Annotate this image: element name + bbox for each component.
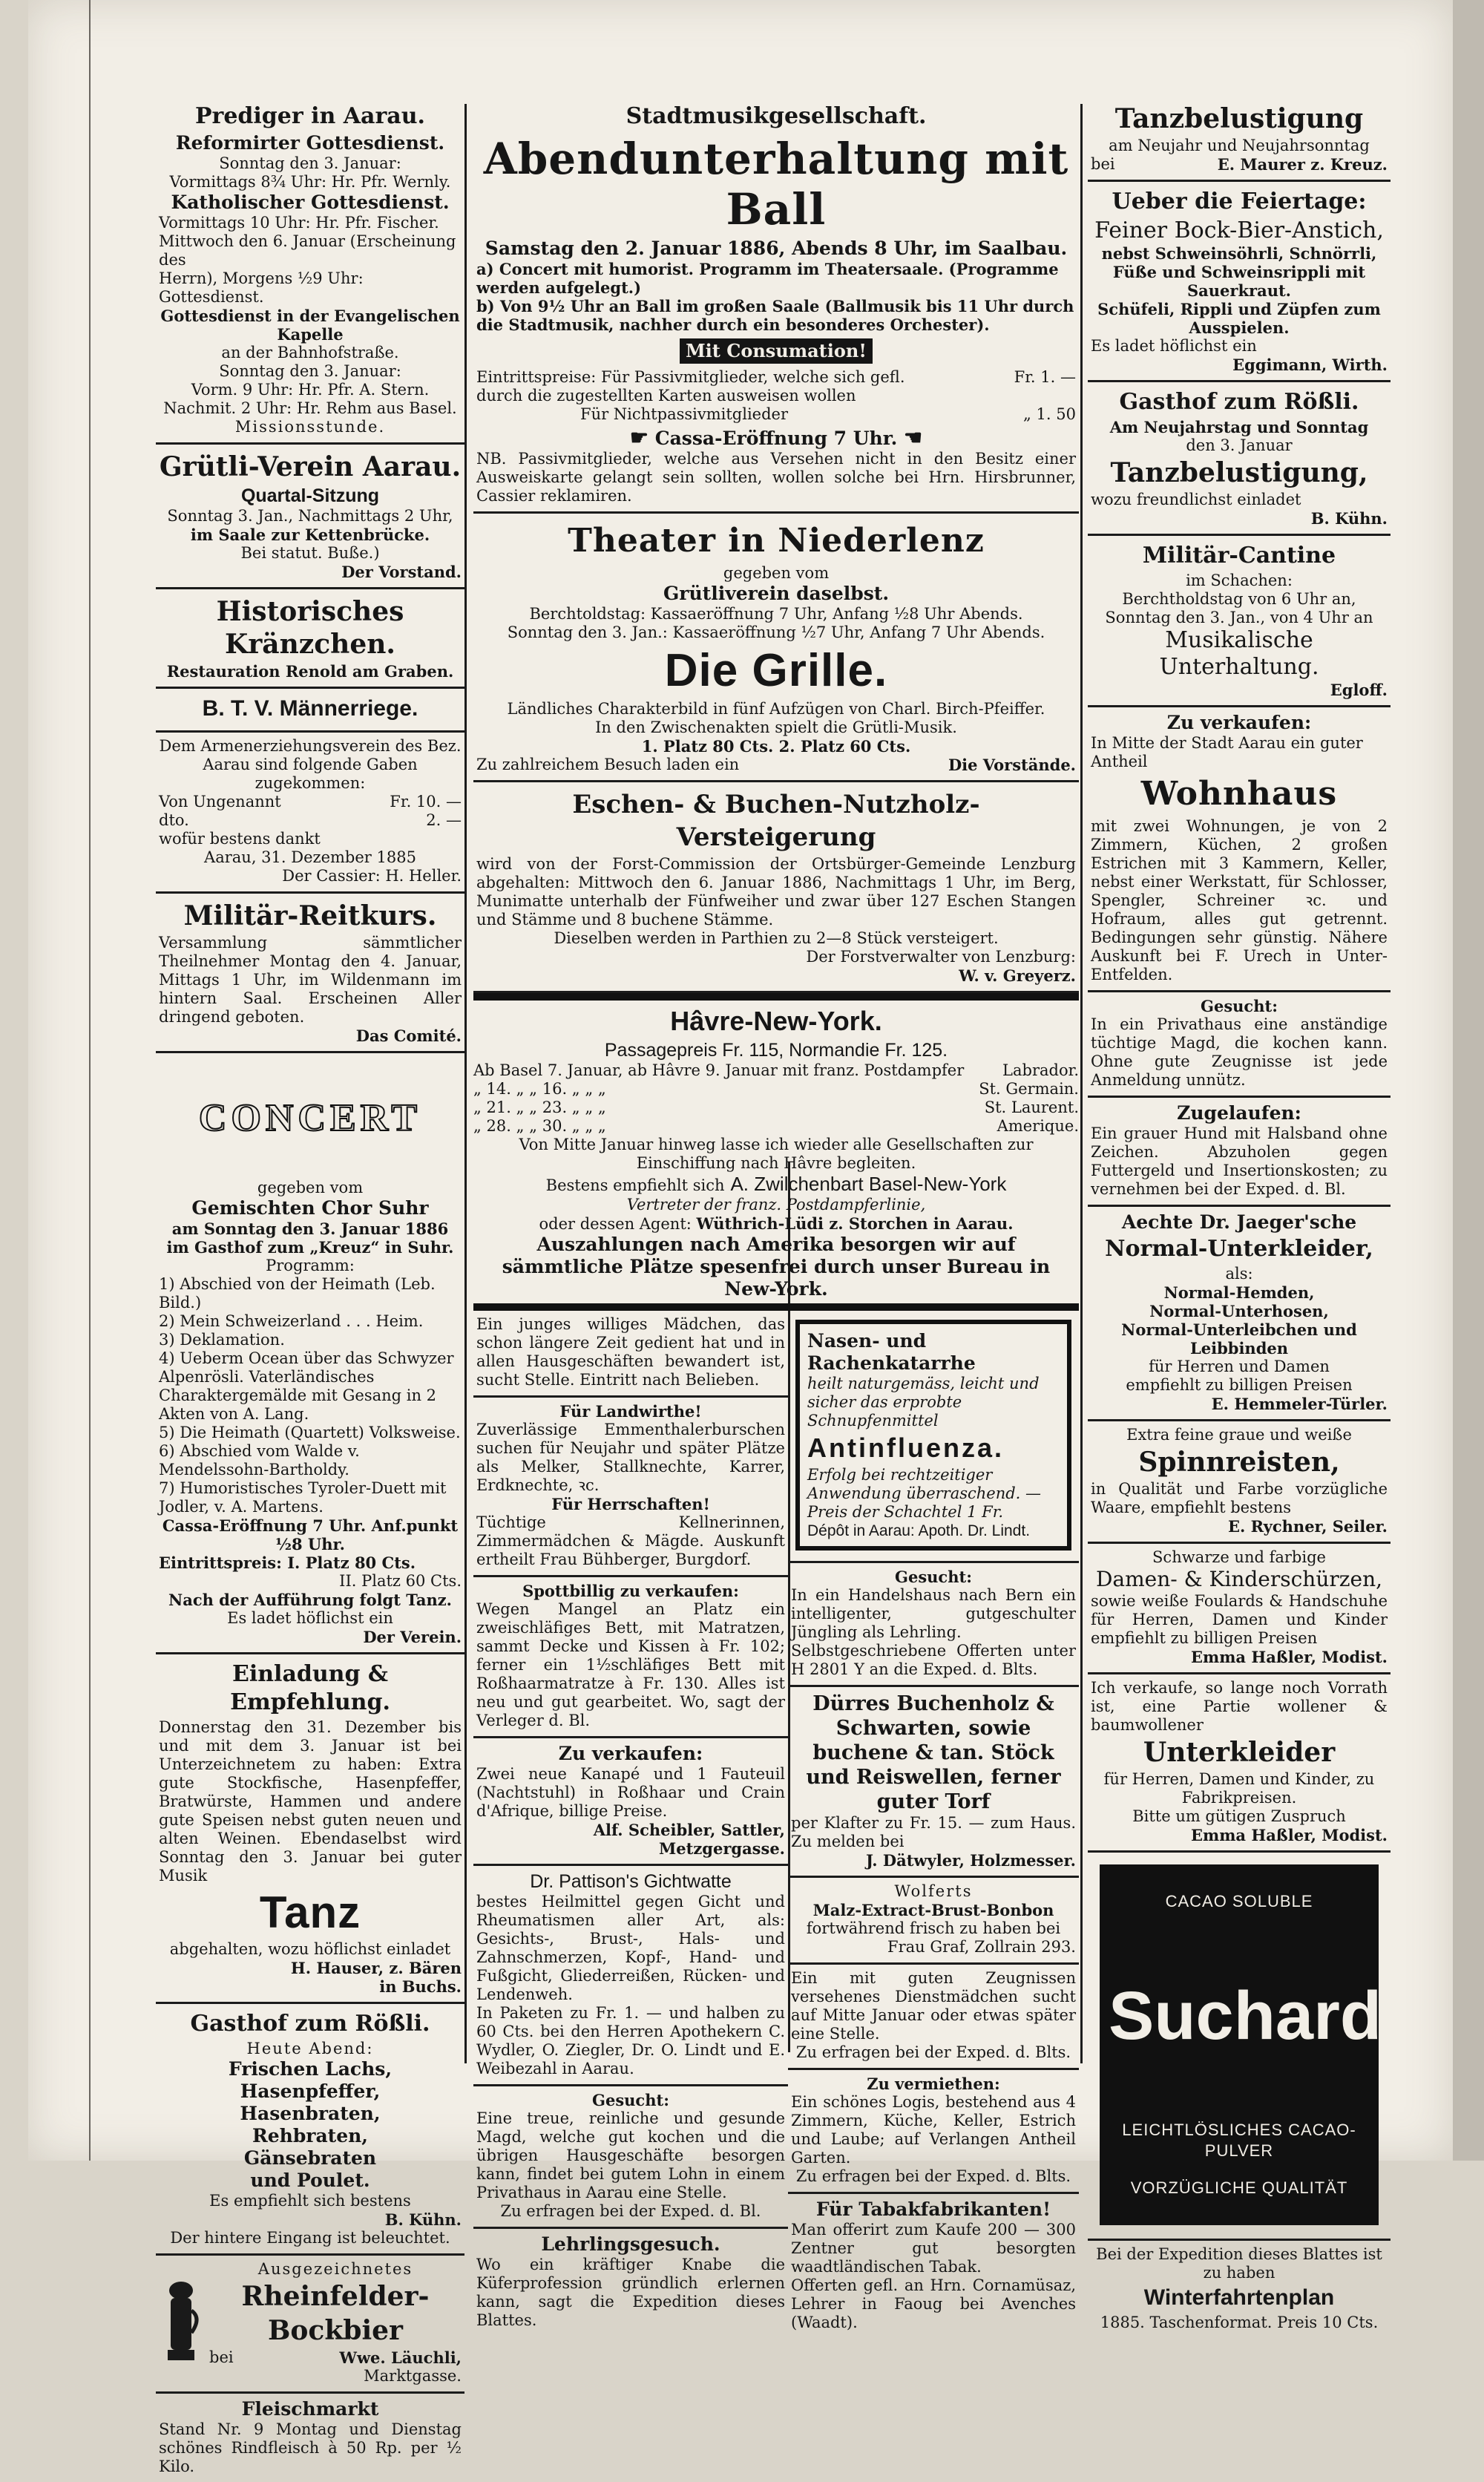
ad-headline: Tanz [259,1887,361,1937]
table-row [473,1117,1079,1136]
ad-line: Zu zahlreichem Besuch laden ein [476,756,740,773]
price-label: Für Nichtpassivmitglieder [580,405,789,423]
ad-handelshaus [788,1563,1079,1687]
ad-title: Einladung & Empfehlung. [230,1661,390,1715]
suchard-line: CACAO SOLUBLE [1165,1892,1313,1910]
ad-line: Sonntag den 3. Jan., von 4 Uhr an [1105,609,1373,626]
ad-signature: B. Kühn. [1310,509,1388,528]
ad-signature: W. v. Greyerz. [959,966,1076,985]
ad-line: am Sonntag den 3. Januar 1886 [171,1219,449,1238]
ad-line: Gemischten Chor Suhr [191,1197,429,1219]
ad-body: Zuverlässige Emmenthalerburschen suchen für Neujahr und später Plätze als Melker, Stallknechte, Karrer, Erdknechte, ꝛc. [476,1421,785,1494]
page-edge-line [89,0,91,2161]
ad-signature: J. Dätwyler, Holzmesser. [865,1851,1076,1870]
ad-body: Ein mit guten Zeugnissen versehenes Dienstmädchen sucht auf Mitte Januar oder etwas später eine Stelle. [791,1969,1076,2043]
ad-body: Ich verkaufe, so lange noch Vorrath ist, eine Partie wollener & baumwollener [1091,1679,1388,1734]
ad-body: Ein grauer Hund mit Halsband ohne Zeichen. Abzuholen gegen Futtergeld und Insertionskosten; zu vernehmen bei der Exped. d. Bl. [1091,1124,1388,1198]
ad-antinfluenza [788,1311,1079,1563]
ad-line: Bitte um gütigen Zuspruch [1132,1807,1346,1825]
ad-line: Am Neujahrstag und Sonntag [1109,418,1369,436]
ad-line: Vorm. 9 Uhr: Hr. Pfr. A. Stern. [191,381,430,399]
ad-line: im Schachen: [1186,572,1293,589]
column-right [1088,96,1391,2331]
table-cell: „ 21. „ „ 23. „ „ „ [473,1098,606,1116]
ad-title: Theater in Niederlenz [568,522,985,560]
ad-line: abgehalten, wozu höflichst einladet [169,1940,451,1958]
ad-line: Zu erfragen bei der Exped. d. Blts. [795,2043,1071,2061]
ad-title: Militär-Cantine [1142,543,1336,569]
ad-line: Aarau, 31. Dezember 1885 [204,848,416,866]
table-cell: St. Laurent. [984,1098,1079,1116]
ad-title: Malz-Extract-Brust-Bonbon [812,1901,1054,1919]
ad-fahrplan [1088,2241,1391,2338]
ad-signature: H. Hauser, z. Bären [290,1959,462,1977]
ad-theater [473,514,1079,782]
ad-title: Normal-Unterkleider, [1105,1236,1373,1262]
list-item: 3) Deklamation. [159,1331,285,1349]
ad-pattison [473,1866,788,2086]
ad-logis [788,2070,1079,2194]
ad-title: Wohnhaus [1140,775,1338,813]
table-cell: „ 28. „ „ 30. „ „ „ [473,1117,606,1135]
ad-title: CONCERT [198,1097,422,1139]
ad-buchenholz [788,1687,1079,1878]
ad-body: Offerten gefl. an Hrn. Cornamüsaz, Lehrer in Faoug bei Avenches (Waadt). [791,2276,1076,2331]
ad-title: Stadtmusikgesellschaft. [626,103,927,129]
ad-bett [473,1577,788,1738]
table-row [473,1061,1079,1080]
table-cell: St. Germain. [979,1080,1079,1098]
ad-line: Vormittags 8¾ Uhr: Hr. Pfr. Wernly. [169,173,451,191]
gift-value: 2. — [426,811,462,829]
ad-body: In Paketen zu Fr. 1. — und halben zu 60 Cts. bei den Herren Apothekern C. Wydler, O. Ziegler, Dr. O. Lindt und E. Weibezahl in Aarau. [476,2004,785,2077]
column-left [156,96,464,2475]
ad-tanzbelustigung [1088,96,1391,182]
ad-signature: Egloff. [1330,681,1388,699]
ad-line: Nachmit. 2 Uhr: Hr. Rehm aus Basel. [163,399,457,417]
ad-line: Ausgezeichnetes [257,2260,413,2278]
ad-subhead: Quartal-Sitzung [240,485,380,506]
program-list [159,1275,462,1516]
page-edge-right [1453,0,1484,2161]
ad-gruetli [156,445,464,589]
ad-line: Herrn), Morgens ½9 Uhr: Gottesdienst. [159,269,364,306]
ad-einladung [156,1654,464,2004]
ad-line: 1. Platz 80 Cts. 2. Platz 60 Cts. [641,737,911,756]
ad-line: gegeben vom [723,564,830,582]
list-item: Frischen Lachs, [228,2058,393,2080]
ad-line: Restauration Renold am Graben. [166,662,454,681]
ad-line: Sonntag 3. Jan., Nachmittags 2 Uhr, [167,507,453,525]
ad-reitkurs [156,894,464,1053]
ad-title: Unterkleider [1143,1737,1336,1768]
beer-mug-icon [159,2277,203,2369]
price-value: „ 1. 50 [1023,405,1076,423]
ad-line: Sonntag den 3. Jan.: Kassaeröffnung ½7 Uhr, Anfang 7 Uhr Abends. [507,623,1045,641]
ad-line: Auszahlungen nach Amerika besorgen wir auf sämmtliche Plätze spesenfrei durch unser Bureau in New-York. [502,1234,1051,1300]
ad-line: Samstag den 2. Januar 1886, Abends 8 Uhr, im Saalbau. [485,238,1068,259]
ad-line: fortwährend frisch zu haben bei [806,1919,1061,1937]
ad-signature: B. Kühn. [384,2210,462,2229]
ad-line: Erfolg bei rechtzeitiger Anwendung überraschend. — Preis der Schachtel 1 Fr. [807,1466,1042,1521]
ad-feiertage [1088,182,1391,382]
ad-subhead: Zu vermiethen: [867,2075,1000,2093]
ad-line: Ländliches Charakterbild in fünf Aufzügen von Charl. Birch-Pfeiffer. [507,700,1045,718]
list-item: Hasenbraten, [240,2103,381,2124]
classifieds-left [473,1311,788,2338]
suchard-line: LEICHTLÖSLICHES CACAO-PULVER [1122,2121,1356,2160]
ad-signature: Frau Graf, Zollrain 293. [887,1938,1076,1956]
ad-line: Der Forstverwalter von Lenzburg: [806,948,1076,966]
ad-title: Dr. Pattison's Gichtwatte [530,1871,732,1892]
list-item: Normal-Hemden, [1163,1283,1315,1302]
ad-title: Spinnreisten, [1138,1447,1340,1478]
ad-subhead: Zu verkaufen: [558,1743,703,1764]
ad-line: Es ladet höflichst ein [1091,337,1257,355]
ad-subhead: Gesucht: [592,2091,669,2109]
ad-line: Dieselben werden in Parthien zu 2—8 Stück versteigert. [554,929,999,947]
ad-line: a) Concert mit humorist. Programm im Theatersaale. (Programme werden aufgelegt.) [476,260,1059,297]
pointing-hand-icon: ☚ [904,425,923,450]
ad-line: Bei der Expedition dieses Blattes ist zu haben [1096,2245,1382,2282]
ad-title: Antinfluenza. [807,1432,1004,1463]
ad-subhead: Spottbillig zu verkaufen: [522,1582,739,1600]
ad-line: im Saale zur Kettenbrücke. [190,525,430,544]
ad-tabak [788,2194,1079,2338]
ad-line: den 3. Januar [1186,436,1293,454]
table-row [473,1080,1079,1098]
ad-line: Von Mitte Januar hinweg lasse ich wieder alle Gesellschaften zur Einschiffung nach Hâvre begleiten. [519,1136,1034,1172]
ad-title: Hâvre-New-York. [670,1006,882,1036]
ad-body: Ein junges williges Mädchen, das schon längere Zeit gedient hat und in allen Hausgeschäften bewandert ist, sucht Stelle. Eintritt nach Belieben. [476,1315,785,1389]
ad-line: für Herren, Damen und Kinder, zu Fabrikpreisen. [1103,1770,1375,1807]
ad-body: Versammlung sämmtlicher Theilnehmer Montag den 4. Januar, Mittags 1 Uhr, im Wildenmann im hintern Saal. Erscheinen Aller dringend geboten. [159,934,462,1026]
ad-body: Eine treue, reinliche und gesunde Magd, welche gut kochen und die übrigen Hausgeschäfte besorgen kann, findet bei gutem Lohn in einem Privathaus in Aarau eine Stelle. [476,2109,785,2201]
ad-signature: Emma Haßler, Modist. [1190,1648,1388,1666]
ad-subhead: Reformirter Gottesdienst. [175,132,445,154]
ad-prediger [156,96,464,445]
table-cell: Amerique. [997,1117,1079,1135]
list-item: Hasenpfeffer, [240,2080,381,2102]
ad-line: Dem Armenerziehungsverein des Bez. [159,737,462,755]
ad-line: Berchtholdstag von 6 Uhr an, [1122,590,1356,608]
ad-line: Feiner Bock-Bier-Anstich, [1094,217,1384,243]
ad-line: Mittwoch den 6. Januar (Erscheinung des [159,232,456,269]
ad-btv [156,689,464,733]
list-item: Rehbraten, [252,2125,369,2147]
ad-line: Eintrittspreis: I. Platz 80 Cts. [159,1553,416,1572]
ad-line: Wolferts [894,1882,973,1900]
ad-signature: E. Maurer z. Kreuz. [1217,155,1388,174]
menu-list [159,2058,462,2192]
ad-headline: Tanzbelustigung, [1110,457,1368,488]
ad-line: wozu freundlichst einladet [1091,491,1301,508]
ad-title: Eschen- & Buchen-Nutzholz-Versteigerung [572,790,980,852]
ad-signature: Emma Haßler, Modist. [1190,1826,1388,1844]
ad-line: Vertreter der franz. Postdampferlinie, [626,1196,926,1214]
gift-label: dto. [159,811,189,829]
ad-unterkleider [1088,1674,1391,1853]
ad-cantine [1088,536,1391,707]
ad-body: Tüchtige Kellnerinnen, Zimmermädchen & Mägde. Auskunft ertheilt Frau Bühberger, Burgdorf. [476,1513,785,1568]
list-item: 6) Abschied vom Walde v. Mendelssohn-Bartholdy. [159,1442,360,1479]
table-row [473,1098,1079,1117]
ad-title: Tanzbelustigung [1114,103,1364,134]
list-item: Gänsebraten [243,2147,377,2169]
ad-title: Fleischmarkt [241,2398,379,2420]
ad-line: oder dessen Agent: [539,1215,692,1233]
suchard-brand: Suchard [1109,1978,1382,2054]
ad-roessli-tanz [1088,382,1391,536]
classifieds-right [788,1311,1079,2338]
play-title: Die Grille. [664,645,888,696]
ad-subhead: Programm: [266,1257,355,1274]
ad-line: Extra feine graue und weiße [1126,1426,1352,1444]
ad-subhead: Zu verkaufen: [1166,712,1312,733]
pointing-hand-icon: ☛ [629,425,649,450]
ad-title: Historisches Kränzchen. [216,596,404,660]
product-list [1091,1283,1388,1358]
ad-roessli [156,2004,464,2256]
ad-havre [473,993,1079,1311]
ad-line: Marktgasse. [364,2367,462,2385]
suchard-logo-block [1100,1864,1382,2225]
ad-line: In Mitte der Stadt Aarau ein guter Antheil [1091,734,1363,770]
ad-concert [156,1053,464,1654]
ad-maedchen [473,1311,788,1398]
ad-signature: Alf. Scheibler, Sattler, Metzgergasse. [593,1821,785,1858]
ad-title: Winterfahrtenplan [1143,2285,1335,2310]
ad-holz [473,782,1079,993]
ad-body: Wegen Mangel an Platz ein zweischläfiges Bett, mit Matratzen, sammt Decke und Kissen à Fr. 102; ferner ein 1½schläfiges Bett mit Roßhaarmatratze à Fr. 130. Alles ist neu und gut gearbeitet. Wo, sagt der Verleger d. Bl. [476,1600,785,1729]
ad-armenverein [156,733,464,894]
sailing-table [473,1061,1079,1136]
ad-line: Aarau sind folgende Gaben zugekommen: [203,756,418,792]
ad-note: NB. Passivmitglieder, welche aus Versehen nicht in den Besitz einer Ausweiskarte gelangt sein sollten, wollen solche bei Hrn. Hirsbrunner, Cassier reklamiren. [476,450,1076,505]
ad-line: Nasen- und Rachenkatarrhe [807,1330,976,1374]
ad-line: Nach der Aufführung folgt Tanz. [168,1591,452,1609]
ad-line: Passagepreis Fr. 115, Normandie Fr. 125. [604,1040,948,1061]
ad-body: Donnerstag den 31. Dezember bis und mit dem 3. Januar ist bei Unterzeichnetem zu haben: Extra gute Stockfische, Hasenpfeffer, Bratwürste, Hammen und andere gute Speisen nebst guten neuen und alten Weinen. Ebendaselbst wird Sonntag den 3. Januar bei guter Musik [159,1718,462,1885]
ad-spinnreisten [1088,1421,1391,1544]
suchard-line: VORZÜGLICHE QUALITÄT [1130,2178,1348,2197]
list-item: Normal-Unterleibchen und [1121,1320,1357,1339]
ad-line: an der Bahnhofstraße. [221,344,399,361]
ad-signature: Die Vorstände. [948,756,1076,774]
ad-magd [473,2086,788,2229]
ad-subhead: Zugelaufen: [1177,1102,1301,1124]
ad-signature: Der Verein. [363,1628,462,1646]
list-item: und Poulet. [250,2170,370,2191]
ad-title: Ueber die Feiertage: [1112,189,1367,215]
ad-magd-gesucht [1088,992,1391,1098]
ad-kanape [473,1738,788,1866]
ad-line: Heute Abend: [246,2040,374,2057]
ad-body: wird von der Forst-Commission der Ortsbürger-Gemeinde Lenzburg abgehalten: Mittwoch den 6. Januar 1886, Nachmittags 1 Uhr, im Berg, Munimatte unterhalb der Fünfweiher und zwar über 127 Eschen Stangen und Stämme und 8 buchene Stämme. [476,855,1076,929]
agent-name: Wüthrich-Lüdi z. Storchen in Aarau. [696,1214,1014,1233]
ad-line: b) Von 9½ Uhr an Ball im großen Saale (Ballmusik bis 11 Uhr durch die Stadtmusik, nachher durch ein besonderes Orchester). [476,297,1074,334]
ad-line: für Herren und Damen [1149,1358,1330,1375]
ad-line: Schwarze und farbige [1152,1548,1326,1566]
ad-signature: Das Comité. [355,1026,462,1045]
ad-subhead: Lehrlingsgesuch. [541,2233,720,2255]
ad-line: am Neujahr und Neujahrsonntag [1109,137,1370,154]
column-rule [464,104,467,2063]
ad-line: im Gasthof zum „Kreuz“ in Suhr. [166,1238,454,1257]
ad-body: Stand Nr. 9 Montag und Dienstag schönes Rindfleisch à 50 Rp. per ½ Kilo. [159,2420,462,2475]
table-cell: „ 14. „ „ 16. „ „ „ [473,1080,606,1098]
ad-title: Damen- & Kinderschürzen, [1095,1567,1383,1591]
ad-dienstmaedchen [788,1965,1079,2070]
ad-body: In ein Privathaus eine anständige tüchtige Magd, die kochen kann. Ohne gute Zeugnisse ist jede Anmeldung unnütz. [1091,1015,1388,1089]
ad-wohnhaus [1088,707,1391,992]
ad-headline: Abendunterhaltung mit Ball [483,134,1069,235]
list-item: 2) Mein Schweizerland . . . Heim. [159,1312,424,1330]
list-item: 1) Abschied von der Heimath (Leb. Bild.) [159,1275,436,1312]
ad-hund [1088,1098,1391,1207]
ad-line: In den Zwischenakten spielt die Grütli-Musik. [595,718,957,736]
ad-body: sowie weiße Foulards & Handschuhe für Herren, Damen und Kinder empfiehlt zu billigen Preisen [1091,1592,1388,1647]
ad-signature: Der Vorstand. [341,563,462,581]
ad-line: als: [1225,1265,1253,1283]
cassa-line: Cassa-Eröffnung 7 Uhr. [654,428,898,449]
list-item: Leibbinden [1189,1339,1289,1358]
ad-body: In ein Handelshaus nach Bern ein intelligenter, gutgeschulter Jüngling als Lehrling. [791,1586,1076,1641]
ad-title: B. T. V. Männerriege. [202,696,418,721]
ad-line: Aechte Dr. Jaeger'sche [1121,1211,1357,1233]
ad-line: heilt naturgemäss, leicht und sicher das erprobte Schnupfenmittel [807,1375,1040,1430]
ad-line: Sonntag den 3. Januar: [219,362,401,380]
ad-line: bei [209,2348,234,2366]
list-item: 7) Humoristisches Tyroler-Duett mit Jodler, v. A. Martens. [159,1479,447,1516]
ad-body: bestes Heilmittel gegen Gicht und Rheumatismen aller Art, als: Gesichts-, Brust-, Hals- und Zahnschmerzen, Kopf-, Hand- und Fußgicht, Gliederreißen, Rücken- und Lendenweh. [476,1893,785,2003]
consumation-banner: Mit Consumation! [680,338,873,364]
ad-kraenzchen [156,589,464,689]
ad-title: Prediger in Aarau. [194,103,425,129]
ad-signature: Wwe. Läuchli, [339,2348,462,2367]
ad-body: nebst Schweinsöhrli, Schnörrli, Füße und Schweinsrippli mit Sauerkraut. [1101,244,1377,300]
ad-body: Wo ein kräftiger Knabe die Küferprofession gründlich erlernen kann, sagt die Expedition dieses Blattes. [476,2256,785,2329]
ad-signature: E. Rychner, Seiler. [1227,1517,1388,1536]
ad-line: Missionsstunde. [234,418,386,436]
ad-title: Für Tabakfabrikanten! [815,2198,1051,2220]
ad-line: wofür bestens dankt [159,830,321,848]
ad-subhead: Gesucht: [895,1568,972,1586]
gift-label: Von Ungenannt [159,793,281,811]
ad-line: Grütliverein daselbst. [663,583,890,604]
ad-line: II. Platz 60 Cts. [339,1572,462,1590]
ad-body: mit zwei Wohnungen, je von 2 Zimmern, Küchen, 2 großen Estrichen mit 3 Kammern, Keller, nebst einer Werkstatt, für Schlosser, Spengler, Schreiner ꝛc. und Hofraum, alles gut getrennt. Bedingungen sehr günstig. Nähere Auskunft bei F. Urech in Unter-Entfelden. [1091,817,1388,983]
ad-schuerzen [1088,1544,1391,1674]
ad-line: Sonntag den 3. Januar: [219,154,401,172]
ad-body: per Klafter zu Fr. 15. — zum Haus. Zu melden bei [791,1814,1076,1850]
ad-line: Es empfiehlt sich bestens [209,2192,411,2210]
antinfluenza-box [795,1320,1071,1551]
ad-line: Es ladet höflichst ein [227,1609,393,1627]
price-label: Eintrittspreise: Für Passivmitglieder, welche sich gefl. durch die zugestellten Karten ausweisen wollen [476,368,905,405]
table-cell: Ab Basel 7. Januar, ab Hâvre 9. Januar mit franz. Postdampfer [473,1061,965,1079]
ad-subhead: Katholischer Gottesdienst. [171,191,450,213]
ad-line: Zu erfragen bei der Exped. d. Blts. [795,2167,1071,2185]
ad-title: Gasthof zum Rößli. [1119,389,1359,415]
ad-line: Cassa-Eröffnung 7 Uhr. Anf.punkt ½8 Uhr. [162,1516,459,1553]
ad-body: in Qualität und Farbe vorzügliche Waare, empfiehlt bestens [1091,1480,1388,1516]
list-item: 4) Ueberm Ocean über das Schwyzer Alpenrösli. Vaterländisches Charaktergemälde mit Gesang in 2 Akten von A. Lang. [159,1349,454,1423]
ad-body: Zwei neue Kanapé und 1 Fauteuil (Nachtstuhl) in Roßhaar und Crain d'Afrique, billige Preise. [476,1765,785,1820]
ad-line: in Buchs. [379,1977,462,1996]
ad-line: Dépôt in Aarau: Apoth. Dr. Lindt. [807,1522,1031,1539]
ad-title: Gasthof zum Rößli. [190,2011,430,2037]
ad-body: Ein schönes Logis, bestehend aus 4 Zimmern, Küche, Keller, Estrich und Laube; auf Verlangen Antheil Garten. [791,2093,1076,2167]
ad-suchard [1088,1853,1391,2241]
ad-line: Bei statut. Buße.) [240,544,380,562]
ad-headline: Musikalische Unterhaltung. [1159,627,1319,680]
ad-line: Vormittags 10 Uhr: Hr. Pfr. Fischer. [159,214,439,232]
ad-title: Rheinfelder- [241,2281,430,2312]
gift-value: Fr. 10. — [390,793,462,811]
ad-line: empfiehlt zu billigen Preisen [1126,1376,1353,1394]
ad-malz [788,1878,1079,1965]
ad-line: Der hintere Eingang ist beleuchtet. [170,2229,450,2247]
ad-line: bei [1091,155,1115,173]
ad-title: Militär-Reitkurs. [183,900,437,931]
ad-subhead: Gesucht: [1201,997,1278,1015]
ad-jaeger [1088,1207,1391,1421]
ad-body: Man offerirt zum Kaufe 200 — 300 Zentner gut besorgten waadtländischen Tabak. [791,2221,1076,2276]
list-item: Normal-Unterhosen, [1149,1302,1329,1320]
ad-body: Selbstgeschriebene Offerten unter H 2801 Y an die Exped. d. Blts. [791,1642,1076,1678]
ad-stadtmusik [473,96,1079,514]
ad-line: Berchtoldstag: Kassaeröffnung 7 Uhr, Anfang ½8 Uhr Abends. [529,605,1023,623]
price-value: Fr. 1. — [1014,368,1076,386]
agent-name: A. Zwilchenbart Basel-New-York [730,1173,1007,1195]
ad-body: Schüfeli, Rippli und Züpfen zum Ausspielen. [1097,300,1381,337]
ad-line: 1885. Taschenformat. Preis 10 Cts. [1100,2314,1379,2331]
classifieds-split [473,1311,1079,2338]
column-middle [473,96,1079,2331]
ad-signature: Der Cassier: H. Heller. [282,867,462,885]
ad-rheinfelder [156,2256,464,2394]
ad-fleischmarkt [156,2394,464,2482]
ad-title: Grütli-Verein Aarau. [159,451,462,482]
table-cell: Labrador. [1002,1061,1079,1079]
ad-signature: E. Hemmeler-Türler. [1211,1395,1388,1413]
list-item: 5) Die Heimath (Quartett) Volksweise. [159,1424,461,1441]
ad-landwirthe [473,1398,788,1577]
ad-title: Bockbier [267,2315,404,2346]
ad-title: Dürres Buchenholz & Schwarten, sowie buchene & tan. Stöck und Reiswellen, ferner guter Torf [806,1692,1061,1813]
ad-lehrling [473,2229,788,2336]
ad-subhead: Gottesdienst in der Evangelischen Kapelle [160,307,460,344]
ad-line: Zu erfragen bei der Exped. d. Bl. [500,2202,761,2220]
ad-subhead: Für Herrschaften! [551,1495,710,1513]
column-rule [1080,104,1083,2063]
ad-signature: Eggimann, Wirth. [1232,356,1388,374]
ad-line: gegeben vom [257,1179,364,1196]
ad-subhead: Für Landwirthe! [559,1402,702,1421]
ad-line: Bestens empfiehlt sich [545,1176,725,1194]
